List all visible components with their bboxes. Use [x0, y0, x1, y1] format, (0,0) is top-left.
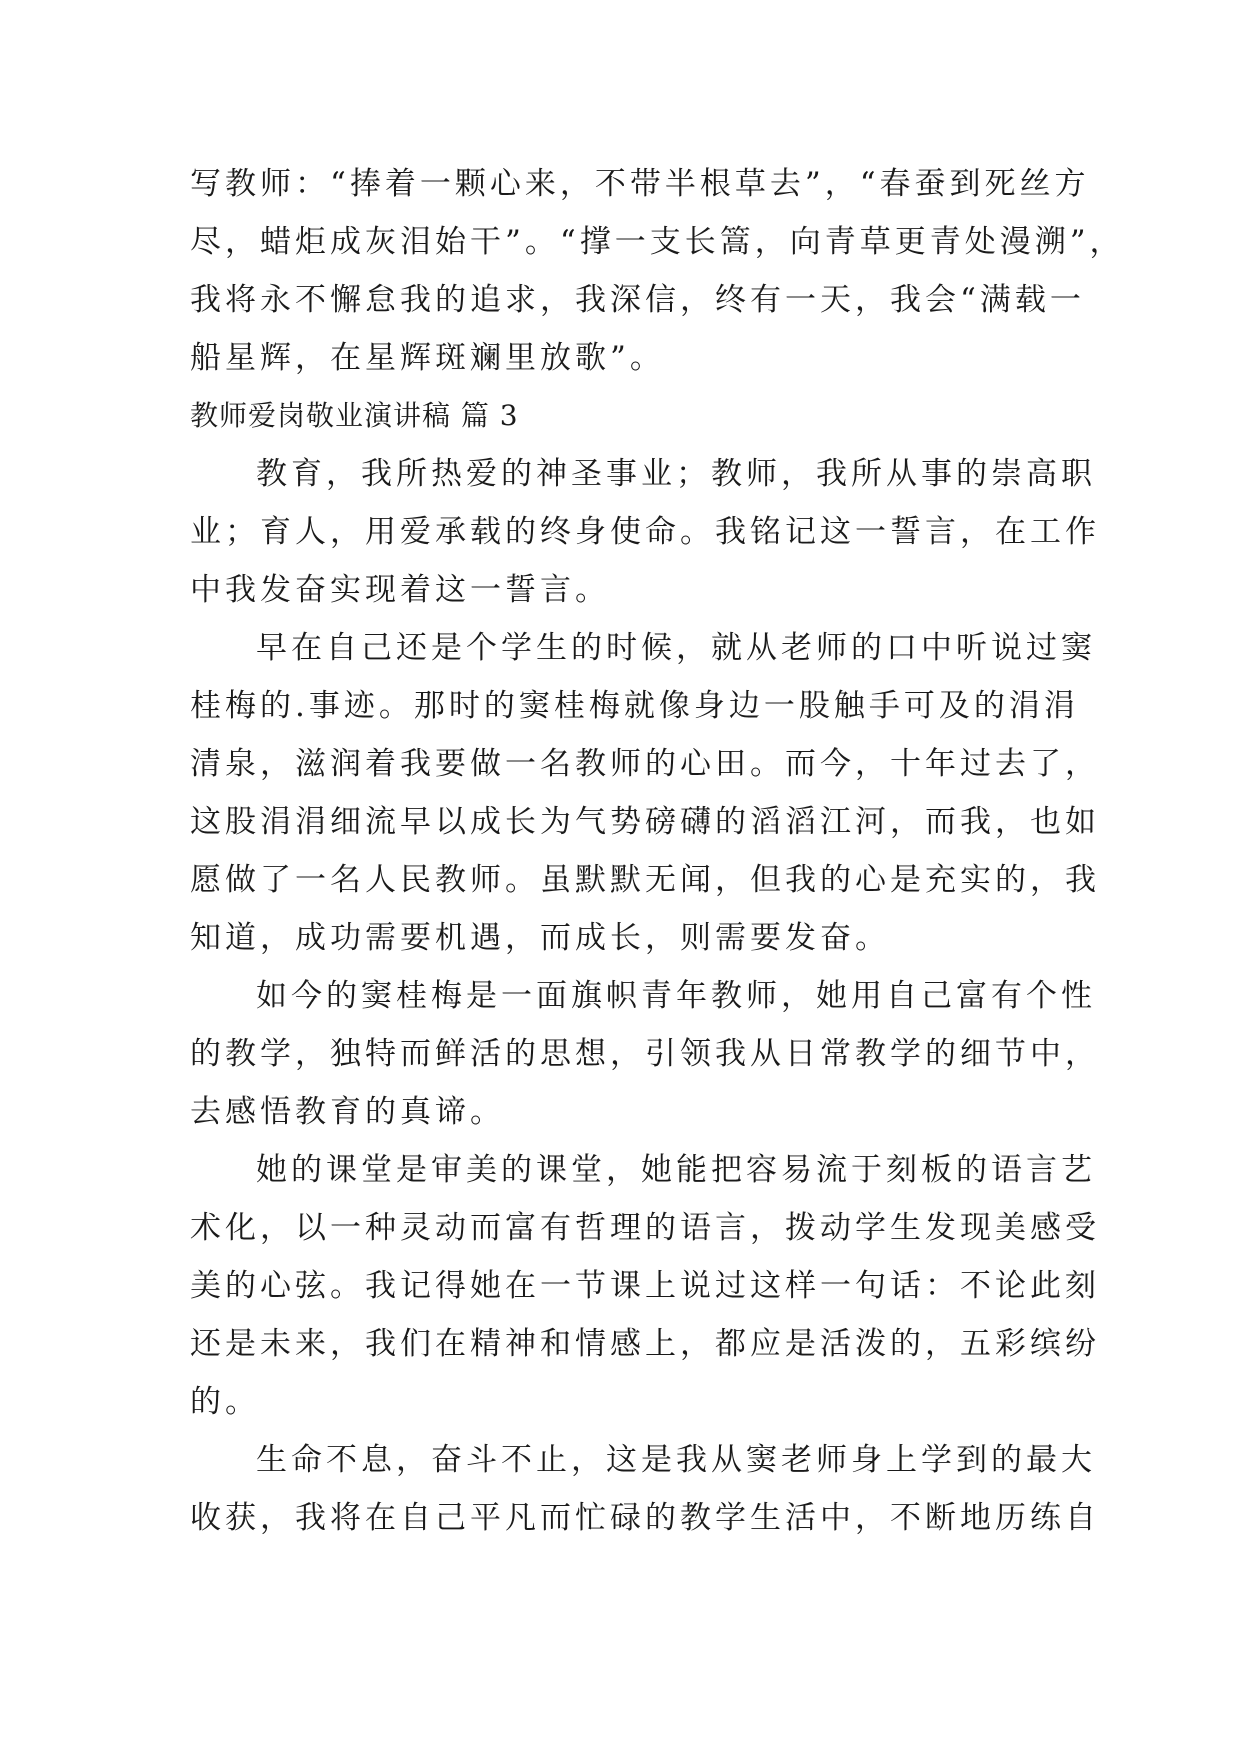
text-line: 知道，成功需要机遇，而成长，则需要发奋。: [190, 920, 890, 956]
text-line: 去感悟教育的真谛。: [190, 1094, 505, 1130]
text-line: 收获，我将在自己平凡而忙碌的教学生活中，不断地历练自: [190, 1500, 1100, 1536]
paragraph-3: [190, 967, 1100, 1141]
paragraph-5: [190, 1431, 1100, 1547]
text-line: 的。: [190, 1384, 260, 1420]
text-line: 船星辉，在星辉斑斓里放歌”。: [190, 340, 665, 376]
paragraph-2: [190, 619, 1100, 967]
text-line: 早在自己还是个学生的时候，就从老师的口中听说过窦: [256, 630, 1096, 666]
document-body: [190, 155, 1125, 1547]
text-line: 教育，我所热爱的神圣事业；教师，我所从事的崇高职: [256, 456, 1096, 492]
text-line: 生命不息，奋斗不止，这是我从窦老师身上学到的最大: [256, 1442, 1096, 1478]
text-line: 术化，以一种灵动而富有哲理的语言，拨动学生发现美感受: [190, 1210, 1100, 1246]
text-line: 清泉，滋润着我要做一名教师的心田。而今，十年过去了，: [190, 746, 1100, 782]
text-line: 中我发奋实现着这一誓言。: [190, 572, 610, 608]
text-line: 如今的窦桂梅是一面旗帜青年教师，她用自己富有个性: [256, 978, 1096, 1014]
text-line: 写教师：“捧着一颗心来，不带半根草去”，“春蚕到死丝方: [190, 166, 1090, 202]
text-line: 业；育人，用爱承载的终身使命。我铭记这一誓言，在工作: [190, 514, 1100, 550]
text-line: 还是未来，我们在精神和情感上，都应是活泼的，五彩缤纷: [190, 1326, 1100, 1362]
text-line: 这股涓涓细流早以成长为气势磅礴的滔滔江河，而我，也如: [190, 804, 1100, 840]
paragraph-4: [190, 1141, 1100, 1431]
text-line: 愿做了一名人民教师。虽默默无闻，但我的心是充实的，我: [190, 862, 1100, 898]
section-heading: 教师爱岗敬业演讲稿 篇 3: [190, 399, 519, 432]
paragraph-1: [190, 445, 1100, 619]
continuation-paragraph: [190, 155, 1125, 387]
text-line: 她的课堂是审美的课堂，她能把容易流于刻板的语言艺: [256, 1152, 1096, 1188]
text-line: 尽，蜡炬成灰泪始干”。“撑一支长篙，向青草更青处漫溯”，: [190, 224, 1125, 260]
text-line: 桂梅的.事迹。那时的窦桂梅就像身边一股触手可及的涓涓: [190, 688, 1079, 724]
text-line: 我将永不懈怠我的追求，我深信，终有一天，我会“满载一: [190, 282, 1085, 318]
text-line: 美的心弦。我记得她在一节课上说过这样一句话：不论此刻: [190, 1268, 1100, 1304]
text-line: 的教学，独特而鲜活的思想，引领我从日常教学的细节中，: [190, 1036, 1100, 1072]
